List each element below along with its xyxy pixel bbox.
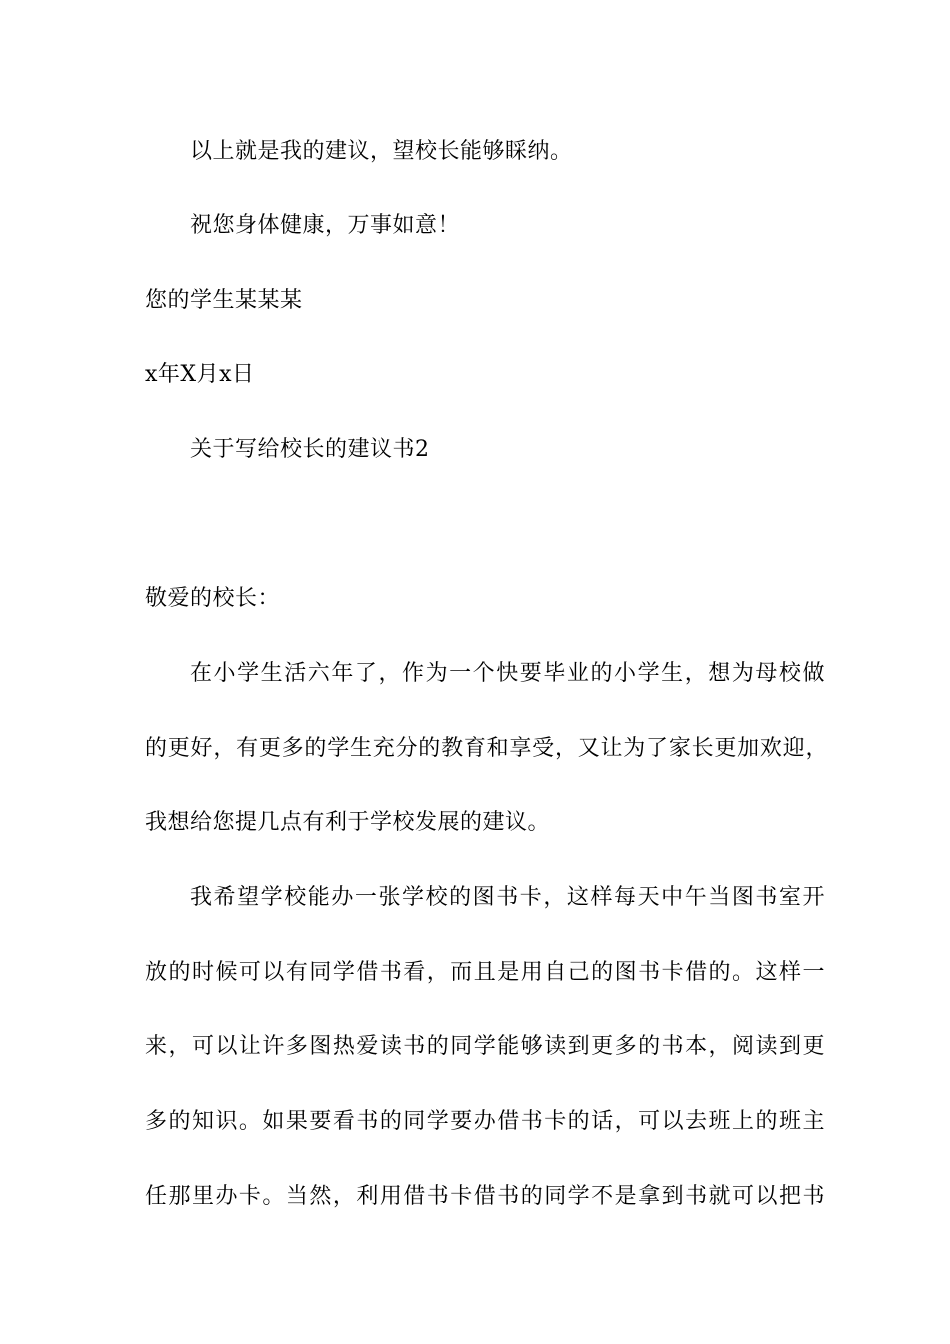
section-title: 关于写给校长的建议书2: [190, 437, 430, 462]
signature: 您的学生某某某: [145, 288, 303, 313]
paragraph2-line-5: 任那里办卡。当然，利用借书卡借书的同学不是拿到书就可以把书: [145, 1184, 825, 1209]
paragraph1-line-3: 我想给您提几点有利于学校发展的建议。: [145, 810, 551, 835]
paragraph2-line-1: 我希望学校能办一张学校的图书卡，这样每天中午当图书室开: [190, 885, 825, 910]
paragraph1-line-2: 的更好，有更多的学生充分的教育和享受，又让为了家长更加欢迎，: [145, 736, 828, 761]
wish-line: 祝您身体健康，万事如意！: [190, 213, 461, 238]
date-line: x年X月x日: [145, 362, 255, 387]
salutation: 敬爱的校长：: [145, 586, 281, 611]
paragraph2-line-4: 多的知识。如果要看书的同学要办借书卡的话，可以去班上的班主: [145, 1109, 825, 1134]
paragraph2-line-2: 放的时候可以有同学借书看，而且是用自己的图书卡借的。这样一: [145, 960, 825, 985]
closing-paragraph: 以上就是我的建议，望校长能够睬纳。: [190, 139, 573, 164]
paragraph1-line-1: 在小学生活六年了，作为一个快要毕业的小学生，想为母校做: [190, 661, 825, 686]
paragraph2-line-3: 来，可以让许多图热爱读书的同学能够读到更多的书本，阅读到更: [145, 1034, 825, 1059]
